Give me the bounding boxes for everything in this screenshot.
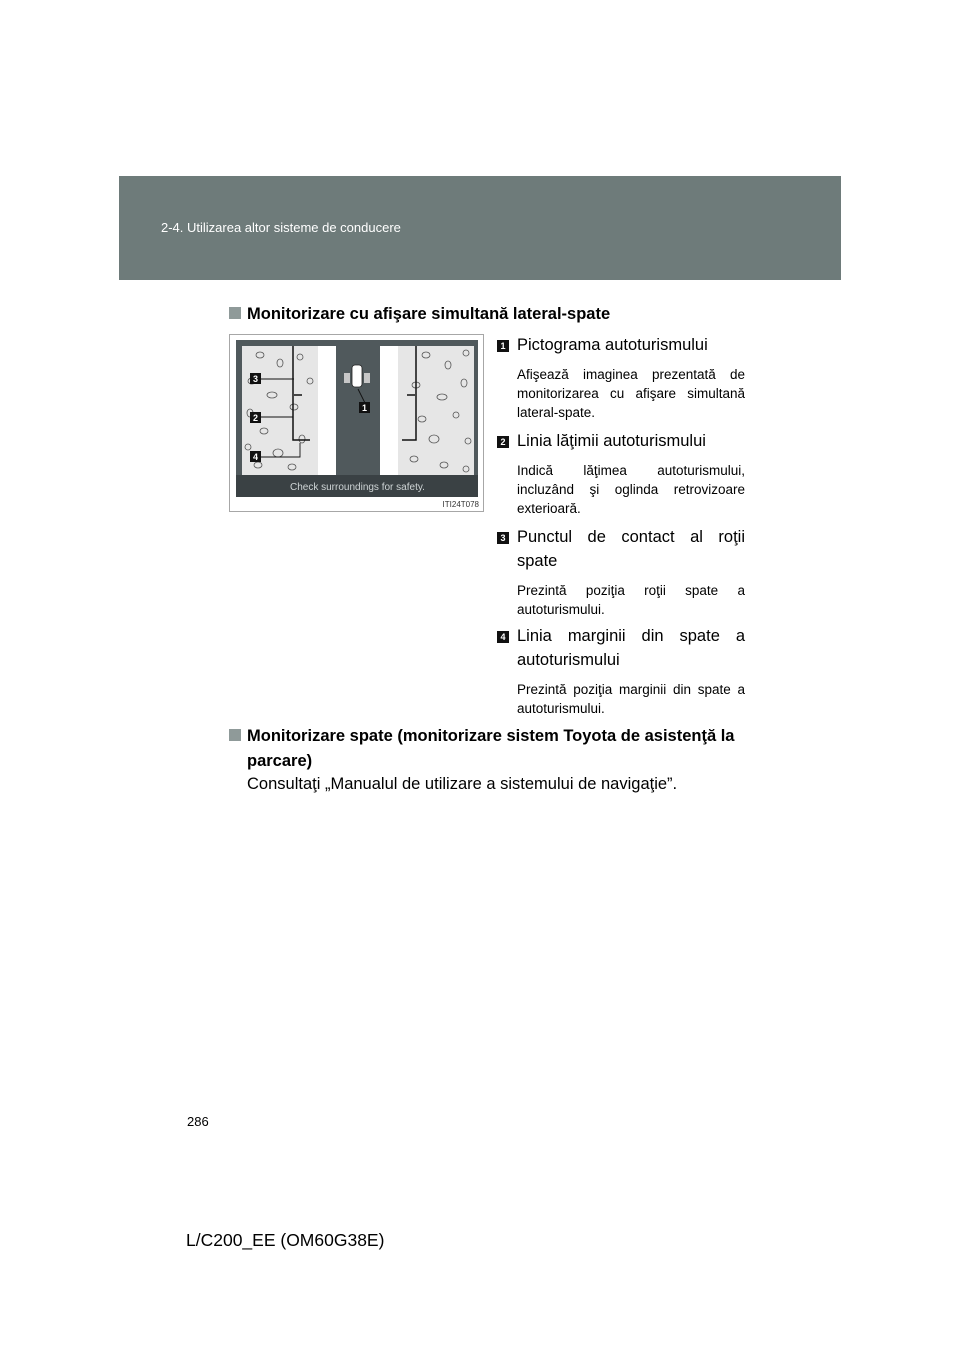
callout-1	[359, 402, 370, 413]
section-breadcrumb: 2-4. Utilizarea altor sisteme de conducere	[161, 220, 401, 235]
legend-item-2	[497, 429, 745, 518]
svg-text:3: 3	[252, 374, 259, 384]
legend-item-title: Linia marginii din spate a autoturismului	[517, 627, 745, 669]
svg-text:2: 2	[252, 413, 259, 423]
svg-text:1: 1	[361, 403, 368, 413]
section-heading-2	[229, 724, 749, 774]
legend-item-title: Pictograma autoturismului	[517, 336, 708, 354]
camera-display-figure	[229, 334, 484, 512]
section-heading-2-line2: parcare)	[247, 752, 313, 770]
legend-item-1	[497, 333, 745, 422]
square-bullet-icon	[229, 729, 241, 741]
left-camera-zone	[344, 373, 350, 383]
svg-text:4: 4	[252, 452, 259, 462]
callout-3	[250, 373, 261, 384]
callout-4	[250, 451, 261, 462]
legend-item-3	[497, 525, 745, 619]
section-heading-1	[229, 302, 610, 327]
number-badge: 3	[497, 532, 509, 544]
legend-item-description: Indică lăţimea autoturismului, incluzând şi oglinda retrovizoare exterioară.	[517, 463, 745, 516]
number-badge: 1	[497, 340, 509, 352]
document-code: L/C200_EE (OM60G38E)	[186, 1230, 385, 1250]
number-badge: 4	[497, 631, 509, 643]
legend-item-title: Linia lăţimii autoturismului	[517, 432, 706, 450]
square-bullet-icon	[229, 307, 241, 319]
number-badge: 2	[497, 436, 509, 448]
legend-item-description: Prezintă poziţia roţii spate a autoturismului.	[517, 583, 745, 617]
legend-item-description: Prezintă poziţia marginii din spate a autoturismului.	[517, 682, 745, 716]
section-heading-2-line1: Monitorizare spate (monitorizare sistem Toyota de asistenţă la	[247, 727, 735, 745]
page-number: 286	[187, 1114, 209, 1129]
legend-item-description: Afişează imaginea prezentată de monitorizarea cu afişare simultană lateral-spate.	[517, 367, 745, 420]
legend-item-4	[497, 624, 745, 718]
figure-code: ITI24T078	[442, 500, 479, 509]
reference-text: Consultaţi „Manualul de utilizare a sistemului de navigaţie”.	[247, 775, 678, 793]
callout-2	[250, 412, 261, 423]
left-view-lane	[318, 346, 336, 475]
car-icon	[352, 365, 362, 387]
right-camera-zone	[364, 373, 370, 383]
right-view-lane	[380, 346, 398, 475]
overlay-text: Check surroundings for safety.	[290, 482, 425, 493]
section-heading-1-text: Monitorizare cu afişare simultană lateral-spate	[247, 305, 611, 323]
legend-item-title: Punctul de contact al roţii spate	[517, 528, 745, 570]
camera-display-illustration	[230, 335, 483, 511]
